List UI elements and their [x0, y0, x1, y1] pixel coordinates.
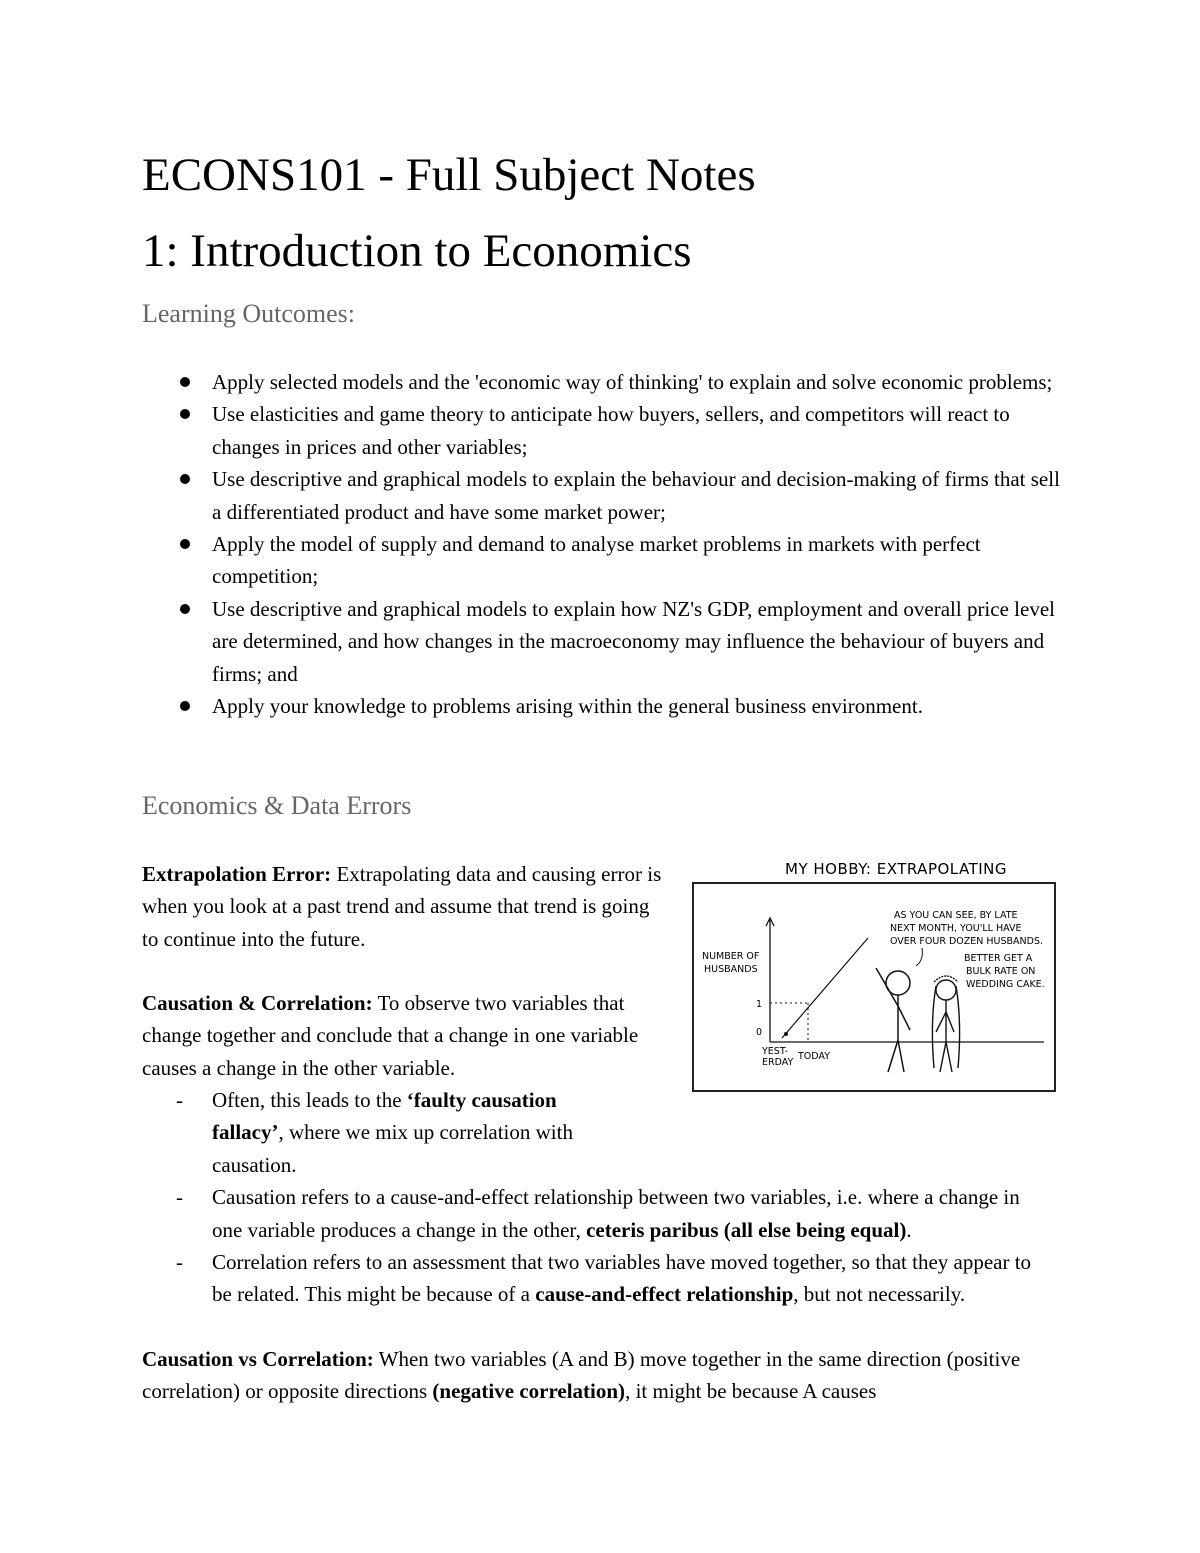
extrapolation-paragraph: Extrapolation Error: Extrapolating data and causing error is when you look at a past trend and assume that trend is going to continue into the future. [142, 862, 662, 951]
speech-tail [916, 948, 922, 966]
section-heading: Economics & Data Errors [142, 791, 412, 820]
list-item: Apply your knowledge to problems arising within the general business environment. [142, 690, 1072, 722]
comic-tick-label: 1 [756, 999, 763, 1010]
comic-speech: WEDDING CAKE. [966, 979, 1045, 990]
list-item: Apply the model of supply and demand to analyse market problems in markets with perfect competition; [142, 528, 1072, 593]
comic-y-label: HUSBANDS [704, 964, 758, 975]
term-label: Causation vs Correlation: [142, 1347, 374, 1371]
comic-data-point [784, 1032, 788, 1036]
causation-correlation-paragraph: Causation & Correlation: To observe two variables that change together and conclude that a change in one variable causes a change in the other variable. [142, 991, 639, 1080]
bullet-icon [180, 474, 190, 484]
comic-speech: AS YOU CAN SEE, BY LATE [894, 910, 1018, 921]
stick-figure-presenter [876, 968, 910, 1072]
list-item: - Causation refers to a cause-and-effect relationship between two variables, i.e. where a change in one variable produces a change in the other, ceteris paribus (all else being equal). [176, 1185, 1020, 1242]
bullet-icon [180, 377, 190, 387]
bullet-icon [180, 409, 190, 419]
comic-speech: OVER FOUR DOZEN HUSBANDS. [890, 936, 1043, 947]
comic-trend-line [782, 938, 868, 1038]
comic-speech: BULK RATE ON [966, 966, 1036, 977]
list-item: Apply selected models and the 'economic way of thinking' to explain and solve economic problems; [142, 366, 1072, 398]
learning-outcomes-list [142, 366, 1072, 722]
comic-x-label: TODAY [798, 1051, 830, 1062]
term-label: Causation & Correlation: [142, 991, 373, 1015]
list-item: Use descriptive and graphical models to explain the behaviour and decision-making of firms that sell a differentiated product and have some market power; [142, 463, 1072, 528]
term-label: Extrapolation Error: [142, 862, 332, 886]
list-item: Use descriptive and graphical models to explain how NZ's GDP, employment and overall price level are determined, and how changes in the macroeconomy may influence the behaviour of buyers and firms; and [142, 593, 1072, 690]
comic-speech: NEXT MONTH, YOU'LL HAVE [890, 923, 1022, 934]
bullet-icon [180, 604, 190, 614]
extrapolating-comic [690, 860, 1060, 1098]
comic-speech: BETTER GET A [964, 953, 1033, 964]
learning-outcomes-heading: Learning Outcomes: [142, 299, 355, 328]
list-item: - Correlation refers to an assessment that two variables have moved together, so that they appear to be related. This might be because of a cause-and-effect relationship, but not necessarily. [176, 1250, 1032, 1307]
stick-figure-bride [932, 976, 959, 1072]
comic-tick-label: 0 [756, 1027, 763, 1038]
list-item: - Often, this leads to the ‘faulty causation fallacy’, where we mix up correlation with causation. [176, 1088, 573, 1177]
list-item: Use elasticities and game theory to anticipate how buyers, sellers, and competitors will react to changes in prices and other variables; [142, 398, 1072, 463]
comic-y-label: NUMBER OF [702, 951, 760, 962]
document-title: ECONS101 - Full Subject Notes [142, 149, 756, 201]
bullet-icon [180, 701, 190, 711]
chapter-heading: 1: Introduction to Economics [142, 225, 692, 277]
causation-vs-correlation-paragraph: Causation vs Correlation: When two variables (A and B) move together in the same direction (positive correlation) or opposite directions (negative correlation), it might be because A causes [142, 1347, 1021, 1404]
bullet-icon [180, 539, 190, 549]
comic-title: MY HOBBY: EXTRAPOLATING [785, 860, 1008, 878]
causation-bullet-list [142, 1084, 1042, 1311]
comic-drawing [690, 882, 1060, 1096]
comic-x-label: YEST- [762, 1046, 789, 1057]
comic-x-label: ERDAY [762, 1057, 794, 1068]
